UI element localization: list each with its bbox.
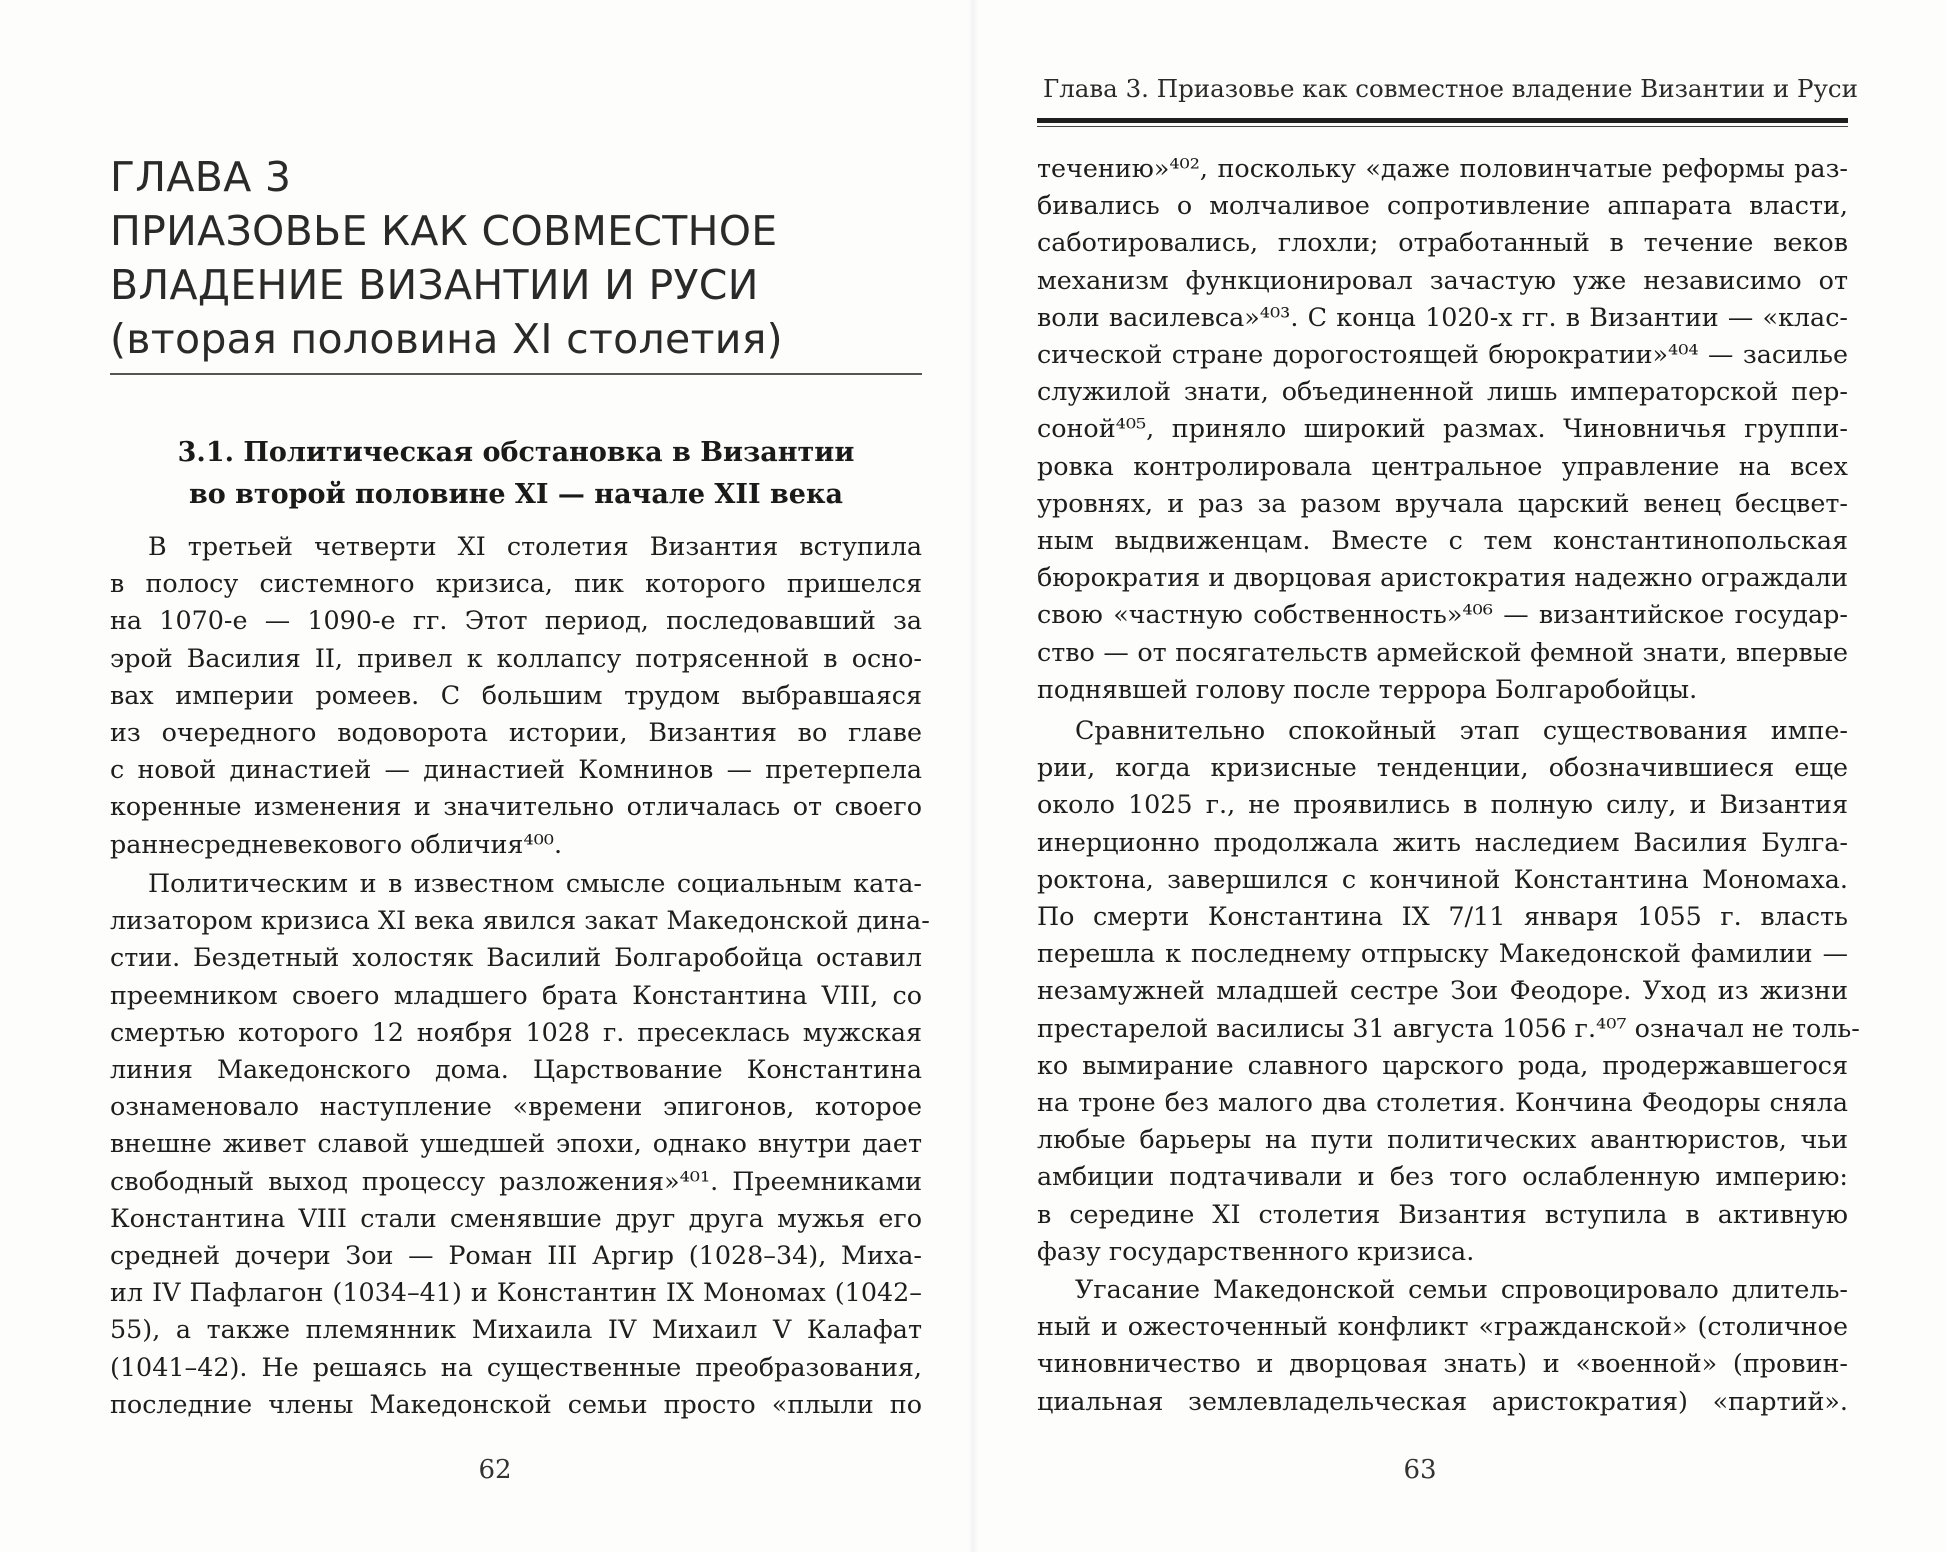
text-line: свою «частную собственность»⁴⁰⁶ — византийское государ- <box>1037 599 1848 630</box>
text-line: около 1025 г., не проявились в полную силу, и Византия <box>1037 789 1848 820</box>
body-paragraph-2 <box>1037 712 1860 1270</box>
text-line: преемником своего младшего брата Константина VIII, со <box>110 979 922 1010</box>
page-number: 63 <box>1403 1455 1437 1485</box>
text-line: механизм функционировал зачастую уже независимо от <box>1037 264 1848 295</box>
text-line: роктона, завершился с кончиной Константина Мономаха. <box>1037 863 1848 894</box>
text-line: ный и ожесточенный конфликт «гражданской» (столичное <box>1037 1311 1848 1342</box>
text-line: ровка контролировала центральное управление на всех <box>1037 450 1848 481</box>
section-heading-line: 3.1. Политическая обстановка в Византии <box>177 437 855 468</box>
text-line: фазу государственного кризиса. <box>1037 1235 1475 1266</box>
text-line: перешла к последнему отпрыску Македонской фамилии — <box>1037 938 1848 969</box>
text-line: Угасание Македонской семьи спровоцировало длитель- <box>1075 1274 1848 1304</box>
running-head-rule <box>1037 118 1848 123</box>
text-line: из очередного водоворота истории, Византия во главе <box>110 717 922 748</box>
text-line: смертью которого 12 ноября 1028 г. пресеклась мужская <box>110 1016 922 1047</box>
text-line: средней дочери Зои — Роман III Аргир (1028–34), Миха- <box>110 1240 922 1271</box>
text-line: с новой династией — династией Комнинов — претерпела <box>110 754 922 785</box>
body-paragraph-1 <box>110 528 922 863</box>
text-line: Политическим и в известном смысле социальным ката- <box>148 868 922 898</box>
text-line: Константина VIII стали сменявшие друг друга мужья его <box>110 1202 922 1233</box>
text-line: ство — от посягательств армейской фемной знати, впервые <box>1037 636 1848 667</box>
page-number: 62 <box>478 1455 512 1485</box>
text-line: внешне живет славой ушедшей эпохи, однако внутри дает <box>110 1128 922 1159</box>
text-line: раннесредневекового обличия⁴⁰⁰. <box>110 828 563 859</box>
text-line: служилой знати, объединенной лишь императорской пер- <box>1037 376 1848 407</box>
text-line: поднявшей голову после террора Болгаробойцы. <box>1037 673 1698 704</box>
text-line: По смерти Константина IX 7/11 января 1055 г. власть <box>1037 901 1848 932</box>
text-line: воли василевса»⁴⁰³. С конца 1020-х гг. в Византии — «клас- <box>1037 301 1848 332</box>
text-line: чиновничество и дворцовая знать) и «военной» (провин- <box>1037 1348 1848 1379</box>
body-paragraph-2 <box>110 865 930 1423</box>
chapter-title-line: ГЛАВА 3 <box>110 153 292 201</box>
text-line: ил IV Пафлагон (1034–41) и Константин IX Мономах (1042– <box>110 1277 922 1308</box>
text-line: амбиции подтачивали и без того ослабленную империю: <box>1037 1161 1848 1192</box>
text-line: любые барьеры на пути политических авантюристов, чьи <box>1037 1124 1848 1155</box>
text-line: последние члены Македонской семьи просто «плыли по <box>110 1388 922 1419</box>
section-heading <box>110 432 922 516</box>
text-line: свободный выход процессу разложения»⁴⁰¹. Преемниками <box>110 1165 922 1196</box>
text-line: бивались о молчаливое сопротивление аппарата власти, <box>1037 190 1848 221</box>
text-line: ным выдвиженцам. Вместе с тем константинопольская <box>1037 525 1848 556</box>
text-line: стии. Бездетный холостяк Василий Болгаробойца оставил <box>110 942 922 973</box>
text-line: саботировались, глохли; отработанный в течение веков <box>1037 227 1848 258</box>
text-line: лизатором кризиса XI века явился закат Македонской дина- <box>110 905 930 936</box>
chapter-title-line: ПРИАЗОВЬЕ КАК СОВМЕСТНОЕ <box>110 207 778 255</box>
text-line: линия Македонского дома. Царствование Константина <box>110 1054 922 1085</box>
text-line: рии, когда кризисные тенденции, обозначившиеся еще <box>1037 752 1848 783</box>
text-line: на троне без малого два столетия. Кончина Феодоры сняла <box>1037 1087 1848 1118</box>
text-line: в полосу системного кризиса, пик которого пришелся <box>110 568 922 599</box>
text-line: соной⁴⁰⁵, приняло широкий размах. Чиновничья группи- <box>1037 413 1848 444</box>
body-paragraph-1 <box>1037 150 1848 708</box>
text-line: коренные изменения и значительно отличалась от своего <box>110 791 922 822</box>
left-page <box>0 0 973 1552</box>
section-heading-line: во второй половине XI — начале XII века <box>189 479 843 510</box>
text-line: циальная землевладельческая аристократия) «партий». <box>1037 1385 1848 1416</box>
text-line: ко вымирание славного царского рода, продержавшегося <box>1037 1049 1848 1080</box>
text-line: на 1070-е — 1090-е гг. Этот период, последовавший за <box>110 605 922 636</box>
text-line: Сравнительно спокойный этап существования импе- <box>1075 715 1848 745</box>
text-line: уровнях, и раз за разом вручала царский венец бесцвет- <box>1037 487 1848 518</box>
text-line: вах империи ромеев. С большим трудом выбравшаяся <box>110 679 922 710</box>
chapter-subtitle-line: (вторая половина XI столетия) <box>110 315 783 363</box>
text-line: ознаменовало наступление «времени эпигонов, которое <box>110 1091 922 1122</box>
text-line: в середине XI столетия Византия вступила в активную <box>1037 1198 1848 1229</box>
text-line: В третьей четверти XI столетия Византия вступила <box>148 531 922 561</box>
running-head-rule-thin <box>1037 126 1848 127</box>
chapter-title <box>110 150 930 366</box>
chapter-title-line: ВЛАДЕНИЕ ВИЗАНТИИ И РУСИ <box>110 261 759 309</box>
text-line: инерционно продолжала жить наследием Василия Булга- <box>1037 826 1848 857</box>
text-line: (1041–42). Не решаясь на существенные преобразования, <box>110 1351 922 1382</box>
text-line: незамужней младшей сестре Зои Феодоре. Уход из жизни <box>1037 975 1848 1006</box>
text-line: престарелой василисы 31 августа 1056 г.⁴⁰⁷ означал не толь- <box>1037 1012 1860 1043</box>
chapter-title-rule <box>110 373 922 375</box>
text-line: 55), а также племянник Михаила IV Михаил V Калафат <box>110 1314 922 1345</box>
body-paragraph-3 <box>1037 1271 1848 1420</box>
text-line: течению»⁴⁰², поскольку «даже половинчатые реформы раз- <box>1037 153 1848 183</box>
text-line: эрой Василия II, привел к коллапсу потрясенной в осно- <box>110 642 922 673</box>
text-line: сической стране дорогостоящей бюрократии»⁴⁰⁴ — засилье <box>1037 339 1848 370</box>
running-head: Глава 3. Приазовье как совместное владение Византии и Руси <box>1043 74 1858 103</box>
text-line: бюрократия и дворцовая аристократия надежно ограждали <box>1037 562 1848 593</box>
right-page <box>973 0 1947 1552</box>
